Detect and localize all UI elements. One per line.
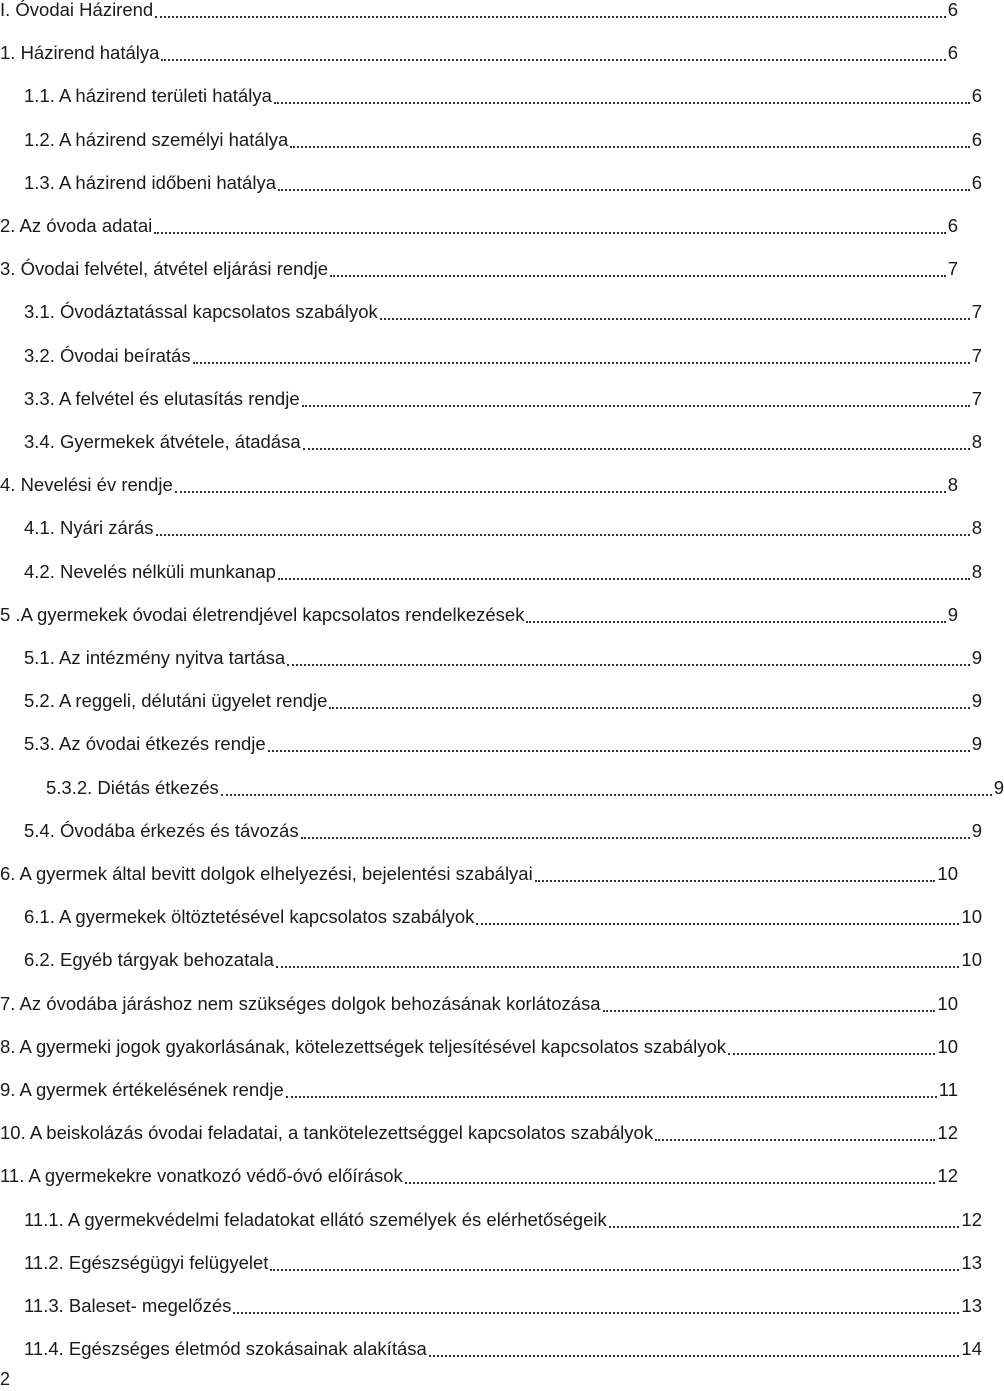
toc-entry-page: 6 (971, 85, 982, 107)
toc-entry-title: 6.2. Egyéb tárgyak behozatala (24, 949, 274, 971)
toc-dot-leader (609, 1225, 960, 1228)
toc-entry-title: 3.1. Óvodáztatással kapcsolatos szabályok (24, 301, 378, 323)
toc-dot-leader (278, 577, 970, 580)
toc-entry-page: 6 (947, 42, 958, 64)
toc-dot-leader (526, 620, 945, 623)
toc-dot-leader (290, 145, 969, 148)
toc-entry-title: 8. A gyermeki jogok gyakorlásának, kötelezettségek teljesítésével kapcsolatos szabályok (0, 1035, 727, 1057)
toc-entry-title: 3. Óvodai felvétel, átvétel eljárási rendje (0, 258, 329, 280)
toc-dot-leader (655, 1138, 935, 1141)
toc-entry[interactable] (0, 338, 982, 368)
toc-dot-leader (268, 749, 970, 752)
toc-dot-leader (175, 490, 946, 493)
toc-entry-title: I. Óvodai Házirend (0, 0, 154, 20)
toc-entry-page: 8 (947, 474, 958, 496)
toc-entry-title: 4. Nevelési év rendje (0, 474, 173, 496)
toc-entry[interactable] (0, 381, 982, 411)
toc-entry[interactable] (0, 1202, 982, 1232)
toc-entry[interactable] (0, 78, 982, 108)
toc-entry-title: 11.4. Egészséges életmód szokásainak alakítása (24, 1338, 427, 1360)
toc-entry-title: 5.3. Az óvodai étkezés rendje (24, 733, 266, 755)
toc-entry-title: 11. A gyermekekre vonatkozó védő-óvó előírások (0, 1165, 403, 1187)
toc-entry-title: 7. Az óvodába járáshoz nem szükséges dolgok behozásának korlátozása (0, 992, 601, 1014)
toc-entry-page: 10 (961, 906, 982, 928)
toc-dot-leader (156, 533, 970, 536)
toc-entry-title: 11.3. Baleset- megelőzés (24, 1295, 232, 1316)
toc-entry-page: 10 (961, 949, 982, 971)
toc-entry[interactable] (0, 165, 982, 195)
toc-entry[interactable] (0, 208, 958, 238)
toc-dot-leader (155, 15, 945, 18)
toc-entry-page: 9 (947, 603, 958, 625)
toc-entry[interactable] (0, 1115, 958, 1145)
toc-entry[interactable] (0, 899, 982, 929)
toc-entry-title: 5.1. Az intézmény nyitva tartása (24, 647, 286, 668)
toc-entry[interactable] (0, 770, 1004, 800)
toc-dot-leader (278, 188, 970, 191)
toc-entry[interactable] (0, 424, 982, 454)
toc-entry-page: 6 (971, 128, 982, 150)
toc-entry-page: 9 (971, 819, 982, 841)
toc-entry-title: 5.2. A reggeli, délutáni ügyelet rendje (24, 690, 328, 712)
toc-entry[interactable] (0, 251, 958, 281)
toc-dot-leader (303, 447, 970, 450)
toc-entry[interactable] (0, 467, 958, 497)
toc-entry[interactable] (0, 726, 982, 756)
toc-dot-leader (476, 922, 959, 925)
toc-entry-page: 13 (961, 1295, 982, 1316)
toc-entry[interactable] (0, 1029, 958, 1059)
toc-entry[interactable] (0, 294, 982, 324)
toc-entry-title: 10. A beiskolázás óvodai feladatai, a tankötelezettséggel kapcsolatos szabályok (0, 1122, 654, 1144)
toc-entry-title: 3.2. Óvodai beíratás (24, 344, 191, 366)
toc-dot-leader (429, 1354, 960, 1357)
toc-dot-leader (302, 404, 970, 407)
toc-entry-title: 6.1. A gyermekek öltöztetésével kapcsolatos szabályok (24, 906, 475, 928)
toc-entry-title: 5.3.2. Diétás étkezés (46, 776, 219, 798)
toc-entry-page: 10 (937, 1035, 958, 1057)
toc-entry-title: 1. Házirend hatálya (0, 42, 160, 64)
toc-entry-page: 9 (971, 647, 982, 668)
toc-entry-title: 4.2. Nevelés nélküli munkanap (24, 560, 276, 582)
toc-entry[interactable] (0, 683, 982, 713)
toc-entry-title: 6. A gyermek által bevitt dolgok elhelyezési, bejelentési szabályai (0, 863, 533, 884)
toc-entry-title: 11.1. A gyermekvédelmi feladatokat ellátó személyek és elérhetőségeik (24, 1208, 607, 1230)
toc-entry-page: 6 (947, 215, 958, 236)
toc-entry-page: 12 (961, 1208, 982, 1230)
toc-entry-page: 9 (971, 690, 982, 712)
toc-entry[interactable] (0, 597, 958, 627)
toc-entry-title: 3.4. Gyermekek átvétele, átadása (24, 431, 301, 452)
toc-entry-page: 10 (937, 992, 958, 1014)
toc-entry-page: 7 (971, 301, 982, 323)
toc-dot-leader (535, 879, 936, 882)
toc-entry-title: 11.2. Egészségügyi felügyelet (24, 1251, 269, 1273)
toc-entry-title: 1.3. A házirend időbeni hatálya (24, 171, 276, 193)
toc-entry[interactable] (0, 1245, 982, 1275)
toc-entry-page: 13 (961, 1251, 982, 1273)
toc-dot-leader (405, 1181, 936, 1184)
toc-entry[interactable] (0, 640, 982, 670)
toc-entry-page: 12 (937, 1165, 958, 1187)
toc-dot-leader (603, 1009, 936, 1012)
toc-entry[interactable] (0, 813, 982, 843)
toc-dot-leader (728, 1052, 935, 1055)
toc-entry[interactable] (0, 510, 982, 540)
toc-entry[interactable] (0, 1072, 958, 1102)
toc-entry-page: 6 (947, 0, 958, 20)
toc-entry[interactable] (0, 554, 982, 584)
toc-entry-page: 9 (971, 733, 982, 755)
toc-entry-page: 9 (993, 776, 1004, 798)
toc-dot-leader (221, 793, 992, 796)
toc-entry[interactable] (0, 856, 958, 886)
toc-entry[interactable] (0, 986, 958, 1016)
toc-entry-title: 1.2. A házirend személyi hatálya (24, 128, 289, 150)
toc-dot-leader (161, 58, 945, 61)
toc-dot-leader (276, 965, 960, 968)
toc-entry-title: 3.3. A felvétel és elutasítás rendje (24, 387, 300, 409)
toc-entry-page: 8 (971, 431, 982, 452)
toc-dot-leader (274, 101, 970, 104)
toc-dot-leader (233, 1311, 959, 1314)
toc-entry-page: 7 (971, 344, 982, 366)
page-number: 2 (0, 1369, 11, 1389)
toc-entry-page: 10 (937, 863, 958, 884)
toc-dot-leader (301, 836, 970, 839)
toc-entry-page: 8 (971, 560, 982, 582)
toc-dot-leader (286, 1095, 937, 1098)
toc-entry-page: 12 (937, 1122, 958, 1144)
toc-entry-title: 4.1. Nyári zárás (24, 517, 154, 539)
toc-entry-page: 7 (971, 387, 982, 409)
toc-entry-title: 1.1. A házirend területi hatálya (24, 85, 272, 107)
toc-dot-leader (270, 1268, 959, 1271)
toc-entry[interactable] (0, 1158, 958, 1188)
toc-entry-page: 14 (961, 1338, 982, 1360)
toc-dot-leader (287, 663, 970, 666)
toc-dot-leader (193, 361, 970, 364)
toc-entry-title: 5.4. Óvodába érkezés és távozás (24, 819, 299, 841)
toc-entry-title: 9. A gyermek értékelésének rendje (0, 1079, 284, 1100)
toc-entry-title: 5 .A gyermekek óvodai életrendjével kapcsolatos rendelkezések (0, 603, 525, 625)
toc-dot-leader (380, 317, 970, 320)
toc-dot-leader (154, 231, 945, 234)
toc-entry[interactable] (0, 122, 982, 152)
toc-entry-page: 8 (971, 517, 982, 539)
toc-dot-leader (329, 706, 969, 709)
toc-entry-page: 7 (947, 258, 958, 280)
toc-entry-page: 6 (971, 171, 982, 193)
toc-entry[interactable] (0, 1288, 982, 1318)
toc-entry[interactable] (0, 35, 958, 65)
toc-entry-title: 2. Az óvoda adatai (0, 215, 153, 236)
toc-entry-page: 11 (938, 1079, 958, 1100)
toc-entry[interactable] (0, 1331, 982, 1361)
toc-dot-leader (330, 274, 946, 277)
toc-entry[interactable] (0, 0, 958, 22)
toc-entry[interactable] (0, 942, 982, 972)
